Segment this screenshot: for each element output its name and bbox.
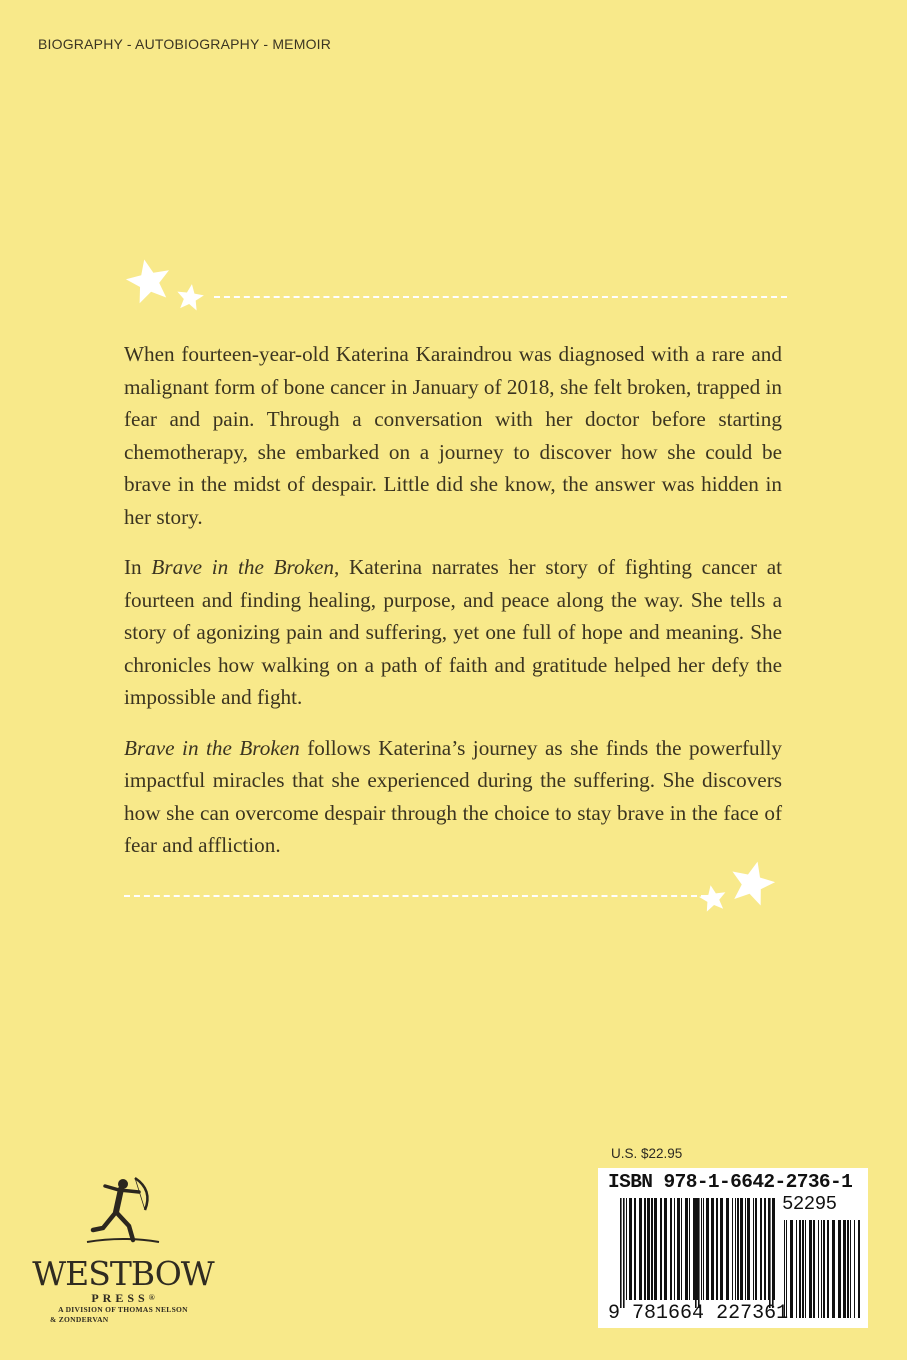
price-label: U.S. $22.95 (611, 1146, 683, 1161)
dashed-divider-bottom (124, 895, 707, 897)
barcode-bar (654, 1198, 657, 1300)
blurb-paragraph-2: In Brave in the Broken, Katerina narrates her story of fighting cancer at fourteen and finding healing, purpose, and peace along the way. She tells a story of agonizing pain and suffering, yet one full of hope and meaning. She chronicles how walking on a path of faith and gratitude helped her defy the impossible and fight. (124, 555, 782, 709)
barcode-bar (639, 1198, 642, 1300)
barcode-guard-bar (620, 1198, 622, 1308)
barcode-bar (813, 1220, 815, 1318)
barcode-bar (720, 1198, 723, 1300)
barcode-guard-bar (698, 1198, 700, 1308)
isbn-barcode (598, 1168, 868, 1328)
barcode-bar (850, 1220, 851, 1318)
category-label: BIOGRAPHY - AUTOBIOGRAPHY - MEMOIR (38, 36, 332, 52)
barcode-bar (706, 1198, 709, 1300)
addon-code: 52295 (782, 1193, 837, 1215)
archer-logo-icon (83, 1172, 163, 1248)
barcode-bar (674, 1198, 675, 1300)
barcode-bar (701, 1198, 702, 1300)
barcode-bar (755, 1198, 757, 1300)
isbn-text: ISBN 978-1-6642-2736-1 (608, 1171, 853, 1193)
star-icon-small (697, 884, 729, 914)
barcode-bar (827, 1220, 829, 1318)
barcode-bar (858, 1220, 860, 1318)
barcode-bar (703, 1198, 704, 1300)
barcode-bar (644, 1198, 646, 1300)
barcode-bar (660, 1198, 662, 1300)
barcode-bar (847, 1220, 849, 1318)
barcode-bar (799, 1220, 801, 1318)
publisher-logo (28, 1172, 218, 1325)
star-icon-small (174, 283, 206, 313)
barcode-guard-bar (695, 1198, 697, 1308)
publisher-press: PRESS® (91, 1291, 155, 1305)
barcode-bar (802, 1220, 804, 1318)
blurb-paragraph-1: When fourteen-year-old Katerina Karaindrou was diagnosed with a rare and malignant form of bone cancer in January of 2018, she felt broken, trapped in fear and pain. Through a conversation with her doctor before starting chemotherapy, she embarked on a journey to discover how she could be brave in the midst of despair. Little did she know, the answer was hidden in her story. (124, 342, 782, 529)
barcode-bar (664, 1198, 667, 1300)
barcode-bar (790, 1220, 793, 1318)
book-blurb (124, 338, 782, 880)
barcode-guard-bar (772, 1198, 774, 1308)
blurb-paragraph-3: Brave in the Broken follows Katerina’s journey as she finds the powerfully impactful miracles that she experienced during the suffering. She discovers how she can overcome despair through the choice to stay brave in the face of fear and affliction. (124, 735, 782, 857)
barcode-bar (716, 1198, 718, 1300)
barcode-bar (681, 1198, 682, 1300)
barcode-bar (711, 1198, 714, 1300)
barcode-bar (805, 1220, 806, 1318)
barcode-bar (685, 1198, 688, 1300)
barcode-bar (651, 1198, 653, 1300)
book-title: Brave in the Broken (151, 555, 334, 579)
barcode-bar (647, 1198, 650, 1300)
barcode-bar (732, 1198, 733, 1300)
barcode-bar (753, 1198, 754, 1300)
barcode-bar (809, 1220, 812, 1318)
book-title: Brave in the Broken (124, 735, 300, 760)
barcode-bar (796, 1220, 797, 1318)
barcode-bar (768, 1198, 769, 1300)
barcode-bar (838, 1220, 841, 1318)
barcode-bar (670, 1198, 672, 1300)
barcode-bar (634, 1198, 636, 1300)
barcode-bar (693, 1198, 695, 1300)
dashed-divider-top (214, 296, 787, 298)
barcode-bar (677, 1198, 680, 1300)
barcode-bar (747, 1198, 750, 1300)
barcode-bar (626, 1198, 627, 1300)
barcode-bar (760, 1198, 762, 1300)
barcode-bar (726, 1198, 729, 1300)
barcode-bar (821, 1220, 822, 1318)
barcode-bar (823, 1220, 825, 1318)
barcode-bar (832, 1220, 835, 1318)
barcode-bar (843, 1220, 846, 1318)
barcode-guard-bar (623, 1198, 625, 1308)
barcode-guard-bar (769, 1198, 771, 1308)
barcode-bar (818, 1220, 819, 1318)
publisher-division-line-1: A DIVISION OF THOMAS NELSON (58, 1305, 188, 1314)
barcode-bar (629, 1198, 632, 1300)
publisher-division-line-2: & ZONDERVAN (50, 1315, 109, 1324)
barcode-bar (745, 1198, 746, 1300)
star-icon-large (124, 258, 174, 306)
barcode-bar (854, 1220, 855, 1318)
barcode-bar (740, 1198, 743, 1300)
barcode-bar (764, 1198, 766, 1300)
barcode-bar (689, 1198, 690, 1300)
ean-number: 9 781664 227361 (608, 1302, 789, 1325)
barcode-bar (737, 1198, 739, 1300)
publisher-name: WESTBOW (32, 1254, 214, 1293)
star-icon-large (727, 860, 777, 908)
barcode-bar (735, 1198, 736, 1300)
